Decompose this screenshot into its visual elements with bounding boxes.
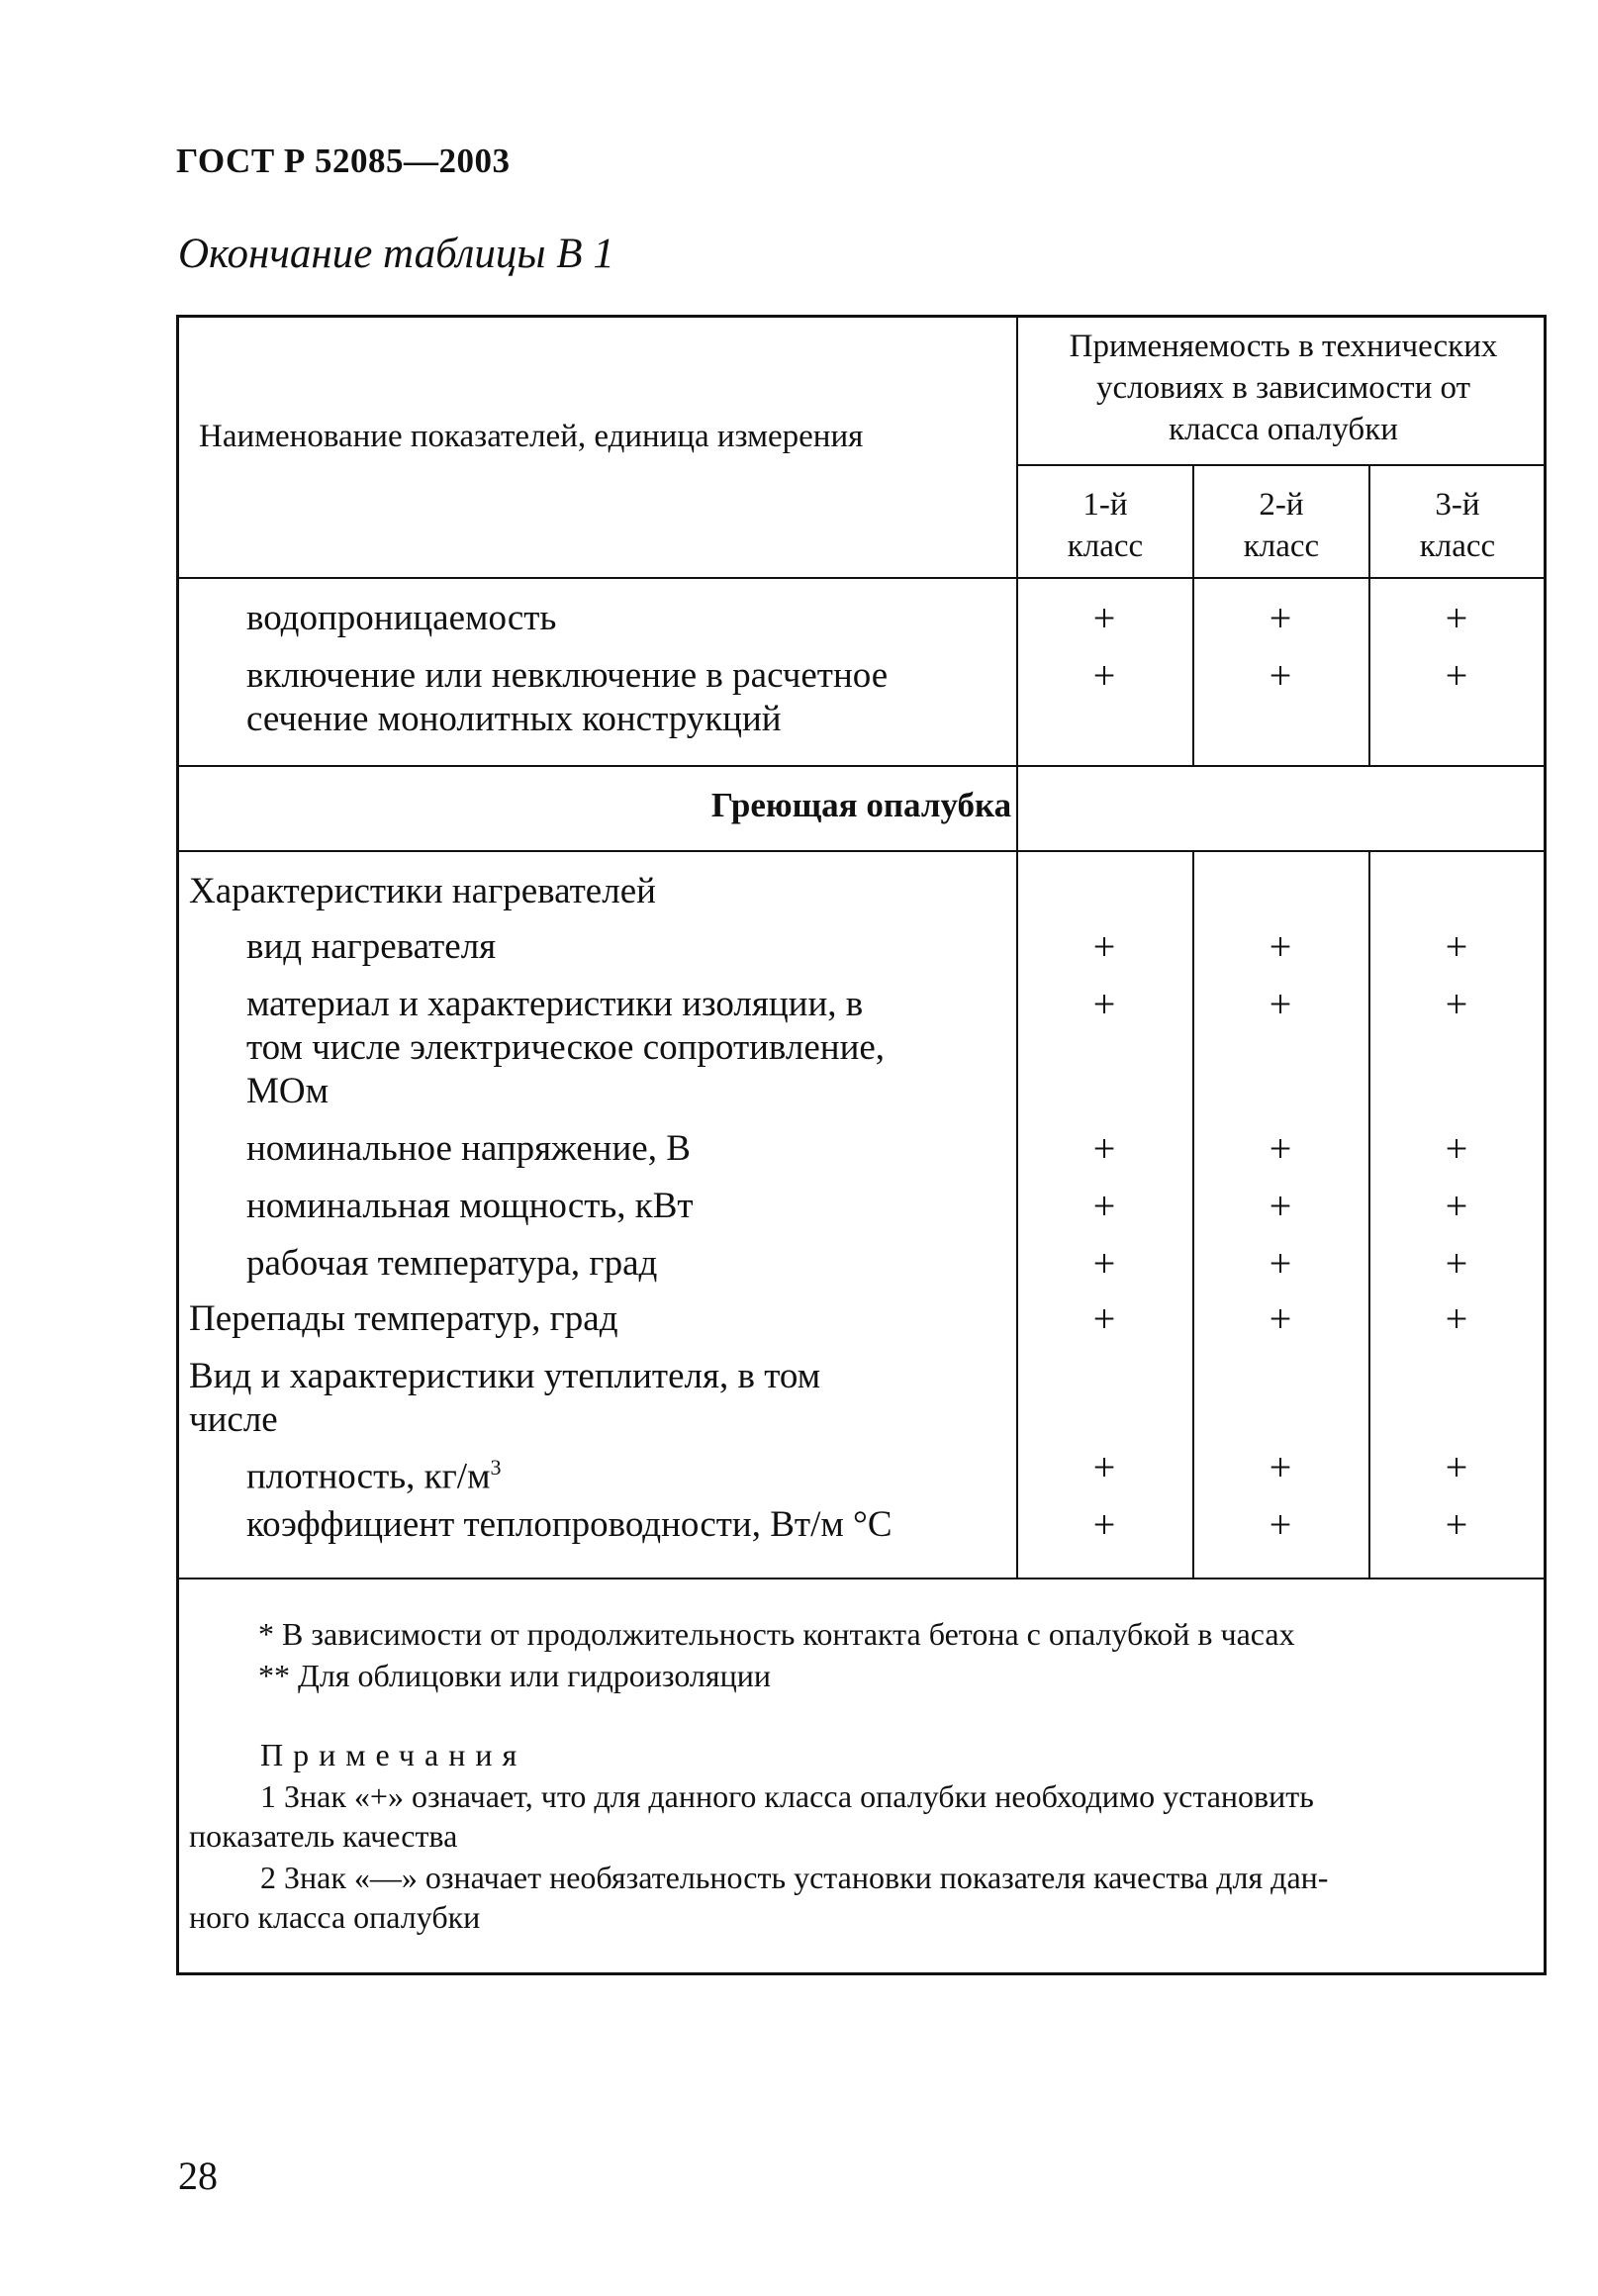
- table-row-label: материал и характеристики изоляции, в том числе электрическое сопротивление, МОм: [246, 984, 886, 1111]
- table-cell-mark: +: [1445, 1296, 1468, 1341]
- note-line: ного класса опалубки: [189, 1899, 481, 1935]
- column-header-indicator: Наименование показателей, единица измерения: [199, 419, 864, 454]
- table-cell-mark: +: [1445, 924, 1468, 969]
- table-cell-mark: +: [1092, 924, 1116, 969]
- table-row-label: коэффициент теплопроводности, Вт/м °С: [246, 1504, 893, 1545]
- table-row-label: плотность, $кг/м^3$: [246, 1455, 502, 1497]
- column-header-class-3: 3-й класс: [1419, 487, 1496, 564]
- table-row-label: номинальная мощность, кВт: [246, 1186, 694, 1226]
- table-cell-mark: +: [1269, 1241, 1292, 1286]
- indicators-table: [176, 315, 1547, 1975]
- table-cell-mark: +: [1445, 1241, 1468, 1286]
- table-row-label: вид нагревателя: [246, 926, 497, 967]
- header-group-divider: [1016, 464, 1547, 466]
- column-divider: [1192, 850, 1194, 1578]
- table-cell-mark: +: [1092, 1241, 1116, 1286]
- table-row-label: рабочая температура, град: [246, 1243, 658, 1284]
- table-row-label: Перепады температур, град: [189, 1298, 618, 1339]
- table-cell-mark: +: [1092, 596, 1116, 640]
- note-line: показатель качества: [189, 1818, 458, 1854]
- table-row-label: водопроницаемость: [246, 598, 557, 638]
- table-cell-mark: +: [1092, 982, 1116, 1026]
- note-line: 1 Знак «+» означает, что для данного класса опалубки необходимо установить: [260, 1778, 1314, 1814]
- table-cell-mark: +: [1092, 653, 1116, 698]
- table-cell-mark: +: [1269, 1126, 1292, 1171]
- section-divider: [179, 765, 1544, 767]
- table-cell-mark: +: [1092, 1184, 1116, 1228]
- table-cell-mark: +: [1445, 596, 1468, 640]
- table-cell-mark: +: [1445, 1184, 1468, 1228]
- table-cell-mark: +: [1092, 1445, 1116, 1489]
- section-divider: [179, 850, 1544, 852]
- footnote: * В зависимости от продолжительность контакта бетона с опалубкой в часах: [258, 1616, 1295, 1652]
- table-cell-mark: +: [1445, 653, 1468, 698]
- table-cell-mark: +: [1269, 596, 1292, 640]
- header-divider: [179, 577, 1544, 579]
- column-header-applicability: Применяемость в технических условиях в зависимости от класса опалубки: [1069, 329, 1498, 447]
- table-row-label: Характеристики нагревателей: [189, 871, 656, 911]
- table-cell-mark: +: [1445, 982, 1468, 1026]
- table-row-label: номинальное напряжение, В: [246, 1128, 691, 1169]
- document-code: ГОСТ Р 52085—2003: [176, 142, 511, 180]
- notes-title: Примечания: [260, 1737, 527, 1772]
- table-cell-mark: +: [1445, 1126, 1468, 1171]
- table-cell-mark: +: [1445, 1445, 1468, 1489]
- footnote: ** Для облицовки или гидроизоляции: [258, 1658, 771, 1693]
- table-cell-mark: +: [1092, 1126, 1116, 1171]
- table-caption: Окончание таблицы В 1: [178, 231, 614, 277]
- table-row-label: Вид и характеристики утеплителя, в том числе: [189, 1356, 821, 1440]
- section-title: Греющая опалубка: [710, 786, 1012, 824]
- column-header-class-1: 1-й класс: [1067, 487, 1144, 564]
- column-divider: [1368, 850, 1370, 1578]
- table-cell-mark: +: [1092, 1502, 1116, 1547]
- column-header-class-2: 2-й класс: [1243, 487, 1320, 564]
- table-cell-mark: +: [1269, 982, 1292, 1026]
- table-cell-mark: +: [1269, 653, 1292, 698]
- table-cell-mark: +: [1269, 1296, 1292, 1341]
- table-cell-mark: +: [1269, 1184, 1292, 1228]
- table-cell-mark: +: [1092, 1296, 1116, 1341]
- notes-divider: [179, 1578, 1544, 1579]
- table-cell-mark: +: [1269, 924, 1292, 969]
- table-row-label: включение или невключение в расчетное сечение монолитных конструкций: [246, 655, 889, 739]
- table-cell-mark: +: [1445, 1502, 1468, 1547]
- table-cell-mark: +: [1269, 1445, 1292, 1489]
- table-cell-mark: +: [1269, 1502, 1292, 1547]
- note-line: 2 Знак «—» означает необязательность установки показателя качества для дан-: [260, 1860, 1329, 1895]
- page-number: 28: [178, 2153, 218, 2198]
